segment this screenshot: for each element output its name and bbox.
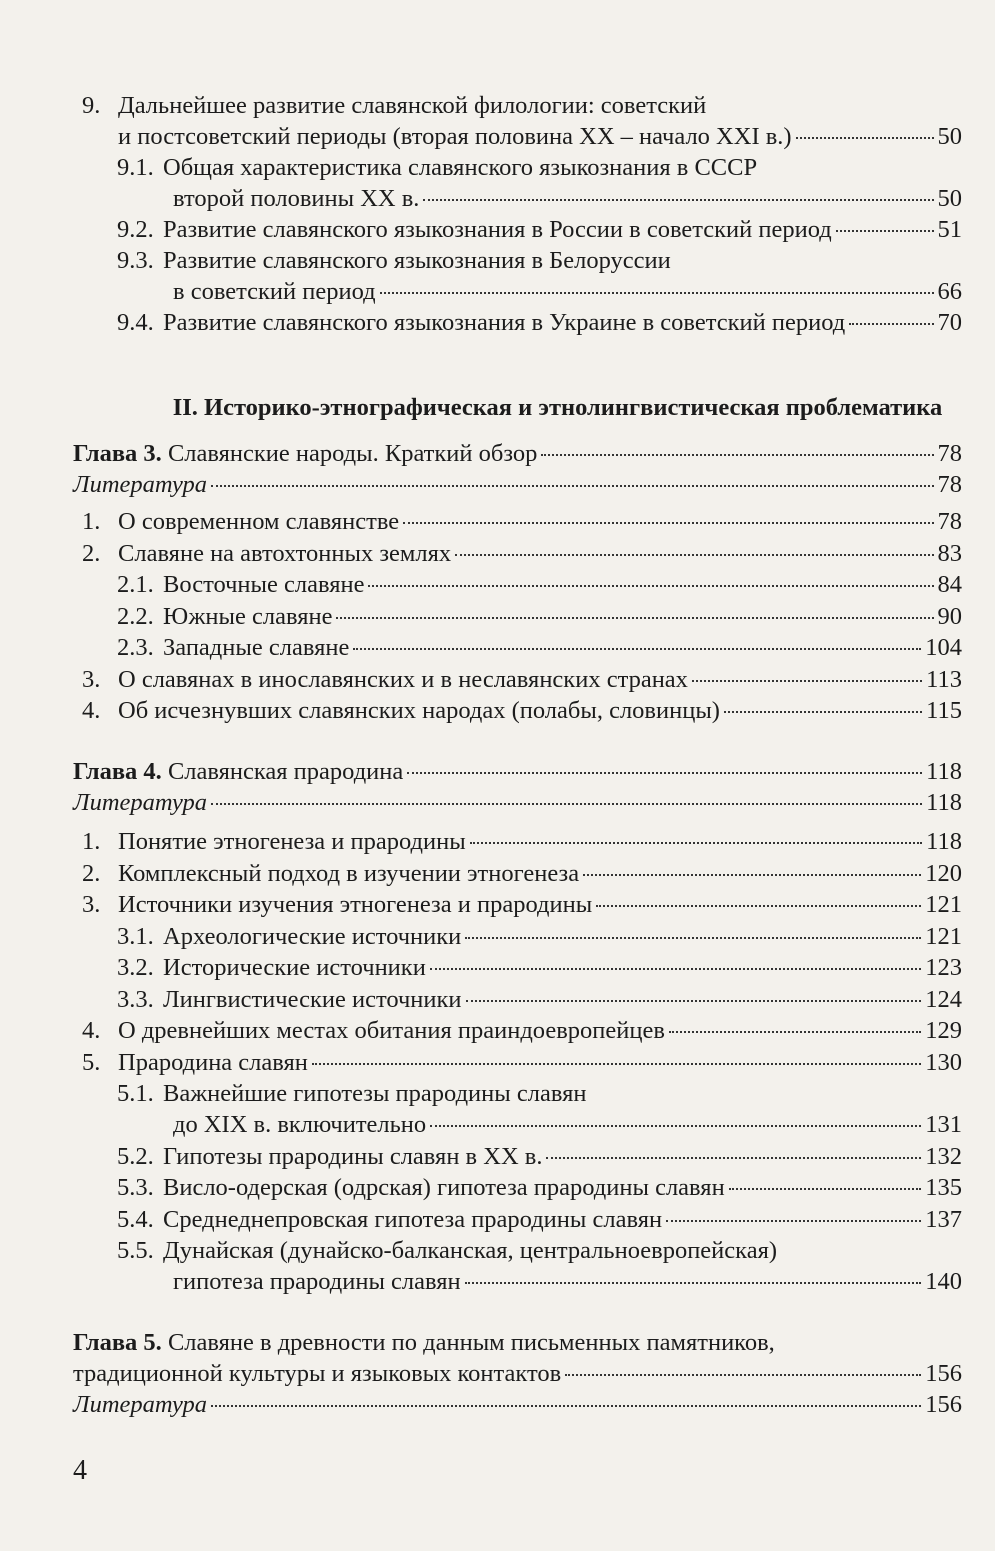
toc-ch4-sub-item[interactable]: 5.4. Среднеднепровская гипотеза прародины славян 137 xyxy=(117,1205,962,1233)
entry-number: 2.3. xyxy=(117,634,154,661)
toc-entry-9[interactable]: и постсоветский периоды (вторая половина XX – начало XXI в.) 50 xyxy=(118,123,962,150)
entry-number: 3. xyxy=(82,665,101,693)
toc-entry-9-1-line1: 9.1. Общая характеристика славянского языкознания в СССР xyxy=(117,154,758,181)
entry-title: Об исчезнувших славянских народах (полабы, словинцы) xyxy=(118,697,720,724)
leader-dots xyxy=(455,554,933,556)
leader-dots xyxy=(470,842,922,844)
entry-number: 5. xyxy=(82,1048,101,1076)
entry-number: 2.2. xyxy=(117,602,154,630)
toc-ch3-item[interactable] xyxy=(82,695,962,726)
toc-ch4-item[interactable] xyxy=(82,858,962,889)
entry-title: О славянах в инославянских и в неславянских странах xyxy=(118,665,688,693)
entry-number: 3.2. xyxy=(117,954,154,981)
toc-ch4-sub-item[interactable]: до XIX в. включительно 131 xyxy=(173,1111,962,1138)
leader-dots xyxy=(430,1125,921,1127)
leader-dots xyxy=(430,968,921,970)
toc-literature-4[interactable]: Литература 118 xyxy=(73,789,962,816)
entry-title: Понятие этногенеза и прародины xyxy=(118,828,466,855)
toc-ch4-item[interactable] xyxy=(82,1015,962,1046)
leader-dots xyxy=(403,522,933,524)
toc-ch4-sub-line1: 5.1. Важнейшие гипотезы прародины славян xyxy=(117,1080,587,1107)
entry-page: 121 xyxy=(925,891,962,918)
entry-page: 113 xyxy=(926,665,962,693)
entry-page: 84 xyxy=(937,571,962,598)
toc-ch4-item[interactable] xyxy=(117,952,962,983)
entry-page: 130 xyxy=(925,1048,962,1076)
entry-title: Славяне на автохтонных землях xyxy=(118,539,452,567)
toc-chapter-5[interactable]: традиционной культуры и языковых контактов 156 xyxy=(73,1360,962,1387)
leader-dots xyxy=(796,137,934,139)
toc-entry-9-4[interactable]: 9.4. Развитие славянского языкознания в Украине в советский период 70 xyxy=(117,309,962,336)
leader-dots xyxy=(692,680,922,682)
leader-dots xyxy=(541,454,933,456)
leader-dots xyxy=(211,485,933,487)
entry-number: 4. xyxy=(82,1017,101,1044)
leader-dots xyxy=(596,905,921,907)
entry-title: Исторические источники xyxy=(163,954,426,981)
entry-number: 1. xyxy=(82,828,101,855)
entry-title: О древнейших местах обитания праиндоевропейцев xyxy=(118,1017,665,1044)
leader-dots xyxy=(565,1374,921,1376)
leader-dots xyxy=(368,585,933,587)
entry-number: 3.3. xyxy=(117,985,154,1013)
toc-ch4-sub-item[interactable]: гипотеза прародины славян 140 xyxy=(173,1268,962,1295)
toc-entry-9-3[interactable]: в советский период 66 xyxy=(173,278,962,305)
toc-literature-3[interactable]: Литература 78 xyxy=(73,471,962,498)
entry-title: О современном славянстве xyxy=(118,508,400,535)
entry-title: Западные славяне xyxy=(163,634,350,661)
toc-ch4-item[interactable] xyxy=(117,984,962,1015)
toc-entry-9-1[interactable]: второй половины XX в. 50 xyxy=(173,185,962,212)
leader-dots xyxy=(407,772,922,774)
leader-dots xyxy=(666,1220,921,1222)
toc-ch3-item[interactable] xyxy=(117,601,962,632)
leader-dots xyxy=(380,292,934,294)
entry-page: 120 xyxy=(925,859,962,887)
entry-number: 2. xyxy=(82,539,101,567)
entry-title: Лингвистические источники xyxy=(163,985,462,1013)
entry-page: 118 xyxy=(926,828,962,855)
toc-literature-5[interactable]: Литература 156 xyxy=(73,1391,962,1418)
entry-page: 123 xyxy=(925,954,962,981)
entry-page: 124 xyxy=(925,985,962,1013)
toc-entry-9-line1: 9. Дальнейшее развитие славянской филологии: советский xyxy=(82,92,707,119)
toc-chapter-4[interactable]: Глава 4. Славянская прародина 118 xyxy=(73,758,962,785)
leader-dots xyxy=(466,1000,922,1002)
entry-title: Археологические источники xyxy=(163,922,462,950)
entry-number: 2. xyxy=(82,859,101,887)
leader-dots xyxy=(336,617,933,619)
toc-ch3-item[interactable] xyxy=(117,632,962,663)
entry-page: 104 xyxy=(925,634,962,661)
entry-page: 129 xyxy=(925,1017,962,1044)
leader-dots xyxy=(211,1405,921,1407)
leader-dots xyxy=(849,323,933,325)
toc-entry-9-2[interactable]: 9.2. Развитие славянского языкознания в России в советский период 51 xyxy=(117,216,962,243)
toc-ch3-item[interactable] xyxy=(82,538,962,569)
toc-chapter-5-line1: Глава 5. Славяне в древности по данным письменных памятников, xyxy=(73,1329,775,1356)
leader-dots xyxy=(546,1157,921,1159)
entry-title: Южные славяне xyxy=(163,602,333,630)
entry-number: 3. xyxy=(82,891,101,918)
entry-title: Восточные славяне xyxy=(163,571,365,598)
entry-page: 83 xyxy=(937,539,962,567)
leader-dots xyxy=(729,1188,922,1190)
leader-dots xyxy=(836,230,934,232)
section-heading: II. Историко-этнографическая и этнолингвистическая проблематика xyxy=(172,394,943,421)
toc-entry-9-3-line1: 9.3. Развитие славянского языкознания в Белоруссии xyxy=(117,247,671,274)
entry-title: Комплексный подход в изучении этногенеза xyxy=(118,859,580,887)
toc-ch3-item[interactable] xyxy=(82,664,962,695)
toc-ch4-item[interactable] xyxy=(82,826,962,857)
leader-dots xyxy=(465,1282,922,1284)
entry-page: 121 xyxy=(925,922,962,950)
entry-number: 3.1. xyxy=(117,922,154,950)
leader-dots xyxy=(211,803,922,805)
entry-page: 115 xyxy=(926,697,962,724)
leader-dots xyxy=(583,874,921,876)
leader-dots xyxy=(312,1063,921,1065)
leader-dots xyxy=(724,711,922,713)
leader-dots xyxy=(669,1031,921,1033)
page-number: 4 xyxy=(73,1455,87,1486)
toc-ch4-sub-item[interactable]: 5.3. Висло-одерская (одрская) гипотеза прародины славян 135 xyxy=(117,1174,962,1201)
toc-ch4-item[interactable] xyxy=(117,921,962,952)
entry-number: 2.1. xyxy=(117,571,154,598)
entry-title: Источники изучения этногенеза и прародины xyxy=(118,891,593,918)
entry-page: 78 xyxy=(937,508,962,535)
toc-ch3-item[interactable] xyxy=(82,506,962,537)
toc-ch3-item[interactable] xyxy=(117,569,962,600)
toc-ch4-sub-line1: 5.5. Дунайская (дунайско-балканская, центральноевропейская) xyxy=(117,1237,777,1264)
entry-page: 90 xyxy=(937,602,962,630)
toc-chapter-3[interactable]: Глава 3. Славянские народы. Краткий обзор 78 xyxy=(73,440,962,467)
leader-dots xyxy=(423,199,933,201)
leader-dots xyxy=(465,937,921,939)
entry-number: 4. xyxy=(82,697,101,724)
leader-dots xyxy=(353,648,921,650)
toc-ch4-sub-item[interactable]: 5.2. Гипотезы прародины славян в XX в. 132 xyxy=(117,1142,962,1170)
toc-ch4-item[interactable] xyxy=(82,1047,962,1078)
entry-title: Прародина славян xyxy=(118,1048,308,1076)
entry-number: 1. xyxy=(82,508,101,535)
toc-ch4-item[interactable] xyxy=(82,889,962,920)
